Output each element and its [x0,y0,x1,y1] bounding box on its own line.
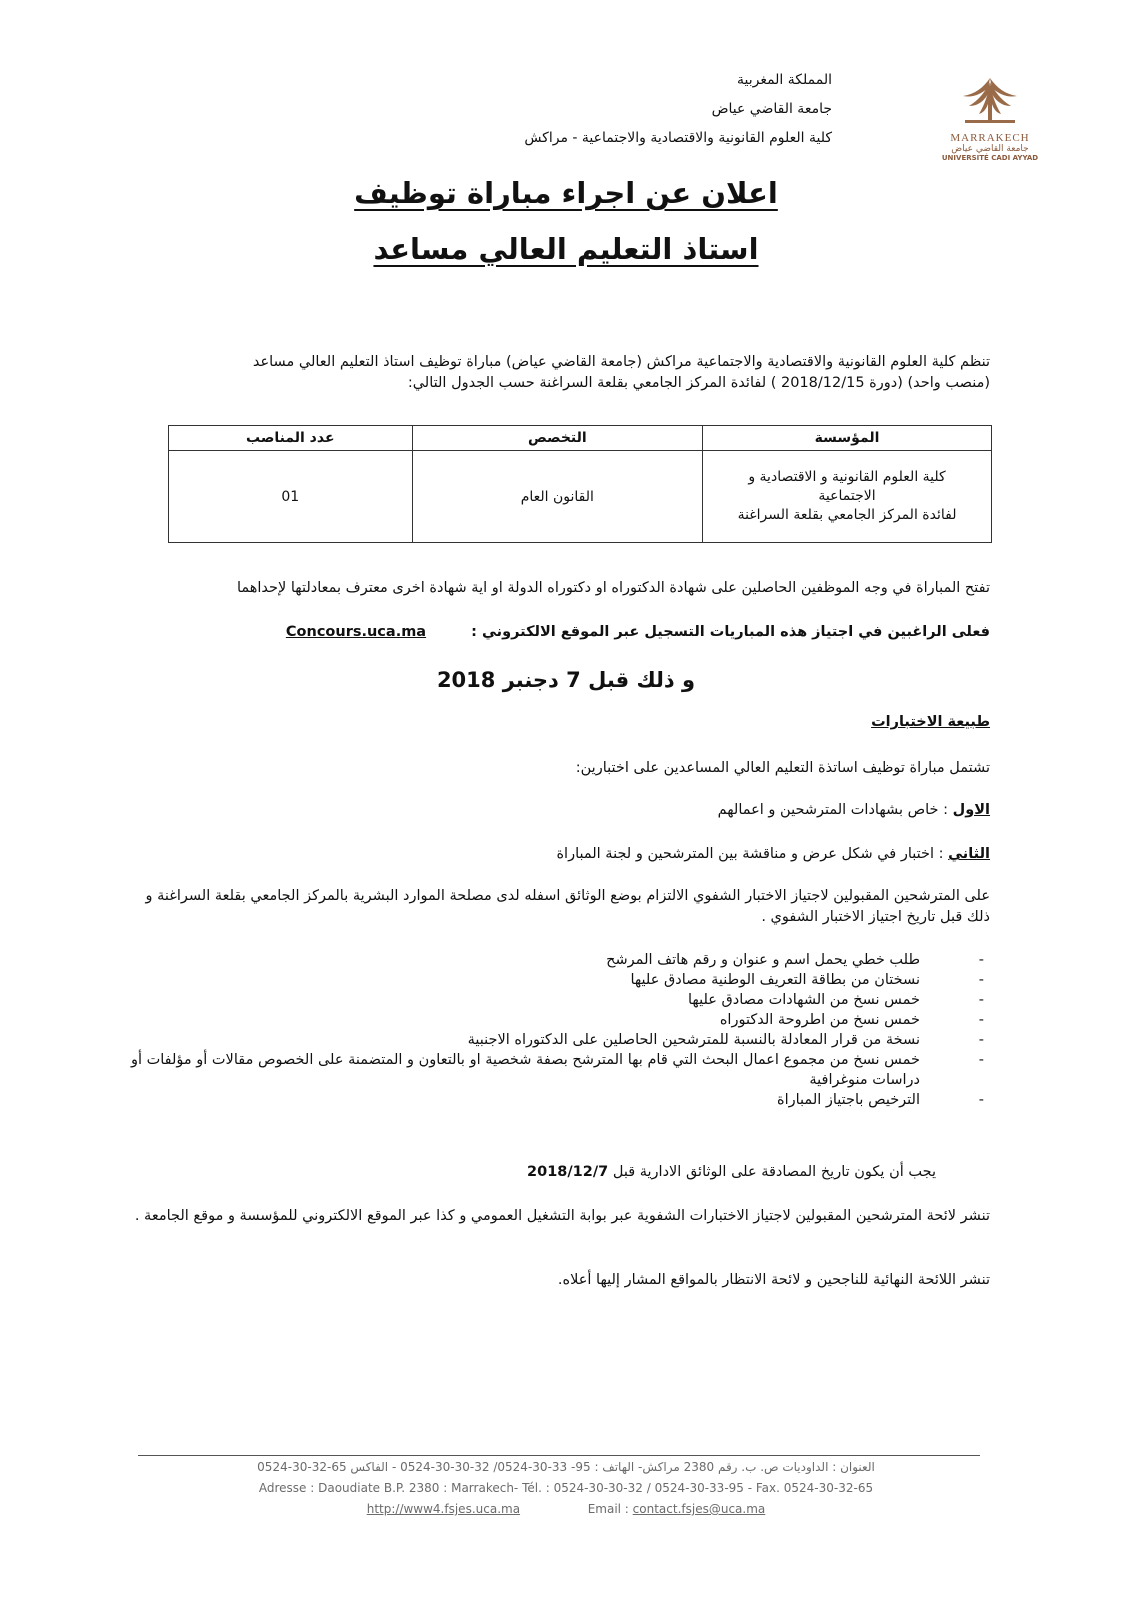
header-faculty: كلية العلوم القانونية والاقتصادية والاجتماعية - مراكش [524,130,832,146]
eligibility-text: تفتح المباراة في وجه الموظفين الحاصلين على شهادة الدكتوراه او دكتوراه الدولة او اية شهادة اخرى معترف بمعادلتها لإحداهما [236,580,990,596]
logo-wordmark: MARRAKECH [950,132,1030,144]
registration-site-link[interactable]: Concours.uca.ma [285,624,427,640]
publication-text-1: تنشر لائحة المترشحين المقبولين لاجتياز الاختبارات الشفوية عبر بوابة التشغيل العمومي و كذا عبر الموقع الالكتروني للمؤسسة و موقع الجامعة . [134,1208,990,1224]
documents-list [122,950,990,1110]
header-institution: المؤسسة [703,426,992,451]
title-line-1: اعلان عن اجراء مباراة توظيف [354,176,778,210]
header-specialty: التخصص [412,426,702,451]
deadline-text: و ذلك قبل 7 دجنبر 2018 [436,668,696,692]
test-first [130,800,990,821]
test-first-text: : خاص بشهادات المترشحين و اعمالهم [717,802,953,818]
list-item: - خمس نسخ من اطروحة الدكتوراه [122,1010,990,1030]
footer-address-fr: Adresse : Daoudiate B.P. 2380 : Marrakech- Tél. : 0524-30-30-32 / 0524-30-33-95 - Fax. 0524-30-32-65 [258,1481,874,1495]
list-item: - خمس نسخ من الشهادات مصادق عليها [122,990,990,1010]
institution-line-1: كلية العلوم القانونية و الاقتصادية و [748,469,946,485]
certification-line [136,1162,936,1183]
test-first-label: الاول [952,802,990,818]
header-count: عدد المناصب [169,426,413,451]
intro-paragraph [130,352,990,394]
list-item: - خمس نسخ من مجموع اعمال البحث التي قام بها المترشح بصفة شخصية او بالتعاون و المتضمنة على الخصوص مقالات أو مؤلفات أو دراسات منوغرافية [122,1050,990,1090]
registration-text: فعلى الراغبين في اجتياز هذه المباريات التسجيل عبر الموقع الالكتروني : [471,624,990,640]
footer-address-ar: العنوان : الداوديات ص. ب. رقم 2380 مراكش- الهاتف : 95- 33-30-0524/ 32-30-30-0524 - الفاكس 65-32-30-0524 [257,1460,875,1474]
footer-divider [138,1455,980,1456]
certification-date: 2018/12/7 [527,1164,609,1180]
institution-line-2: الاجتماعية [818,488,876,504]
footer-email-label: Email : [587,1502,633,1516]
list-item: - طلب خطي يحمل اسم و عنوان و رقم هاتف المرشح [122,950,990,970]
footer-email-link[interactable]: contact.fsjes@uca.ma [632,1502,766,1516]
university-logo [940,74,1040,162]
cell-count: 01 [169,451,413,543]
logo-arabic-name: جامعة القاضي عياض [951,144,1029,154]
documents-intro: على المترشحين المقبولين لاجتياز الاختبار الشفوي الالتزام بوضع الوثائق اسفله لدى مصلحة الموارد البشرية بالمركز الجامعي بقلعة السراغنة و ذلك قبل تاريخ اجتياز الاختبار الشفوي . [145,888,990,925]
registration-line [130,622,990,643]
test-second-label: الثاني [948,846,990,862]
footer-website-link[interactable]: http://www4.fsjes.uca.ma [366,1502,521,1516]
tests-heading: طبيعة الاختبارات [871,714,990,730]
certification-text: يجب أن يكون تاريخ المصادقة على الوثائق الادارية قبل [608,1164,936,1180]
page-title [0,176,1132,210]
list-item: - نسختان من بطاقة التعريف الوطنية مصادق عليها [122,970,990,990]
footer-links [0,1502,1132,1516]
intro-line-2: (منصب واحد) (دورة 2018/12/15 ) لفائدة المركز الجامعي بقلعة السراغنة حسب الجدول التالي: [407,375,990,391]
intro-line-1: تنظم كلية العلوم القانونية والاقتصادية والاجتماعية مراكش (جامعة القاضي عياض) مباراة توظيف استاذ التعليم العالي مساعد [252,354,990,370]
palm-logo-icon [955,74,1025,126]
logo-french-name: UNIVERSITÉ CADI AYYAD [941,154,1039,162]
list-item: - الترخيص باجتياز المباراة [122,1090,990,1110]
header-university: جامعة القاضي عياض [711,101,832,117]
cell-specialty: القانون العام [412,451,702,543]
title-line-2: استاذ التعليم العالي مساعد [373,232,759,266]
institution-line-3: لفائدة المركز الجامعي بقلعة السراغنة [737,507,957,523]
header-kingdom: المملكة المغربية [736,72,832,88]
list-item: - نسخة من قرار المعادلة بالنسبة للمترشحين الحاصلين على الدكتوراه الاجنبية [122,1030,990,1050]
test-second-text: : اختبار في شكل عرض و مناقشة بين المترشحين و لجنة المباراة [556,846,949,862]
table-header-row [169,426,992,451]
page-subtitle [0,232,1132,266]
positions-table [168,425,992,543]
tests-intro: تشتمل مباراة توظيف اساتذة التعليم العالي المساعدين على اختبارين: [575,760,990,776]
publication-text-2: تنشر اللائحة النهائية للناجحين و لائحة الانتظار بالمواقع المشار إليها أعلاه. [557,1272,990,1288]
test-second [130,844,990,865]
table-row [169,451,992,543]
cell-institution [703,451,992,543]
